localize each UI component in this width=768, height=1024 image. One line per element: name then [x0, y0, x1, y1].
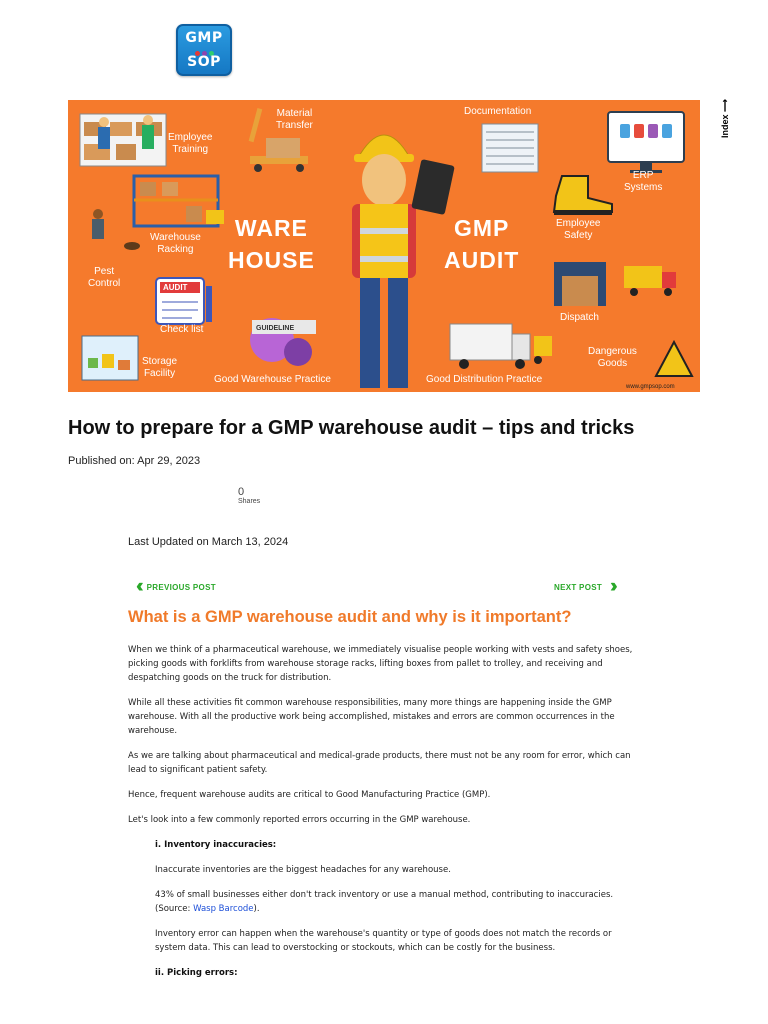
label-employee-training: Employee Training [168, 132, 213, 155]
article-body [128, 643, 640, 991]
label-storage-facility: Storage Facility [142, 356, 178, 379]
employee-training-illustration [80, 114, 166, 166]
safety-boot-illustration [554, 176, 612, 215]
headline-gmp-audit: GMP AUDIT [444, 215, 520, 273]
paragraph-with-source [128, 888, 640, 916]
index-tab-label: Index ⟶ [720, 99, 730, 138]
label-audit-tag: AUDIT [163, 283, 188, 292]
paragraph: Let's look into a few commonly reported errors occurring in the GMP warehouse. [128, 815, 471, 825]
source-text-end: ). [253, 904, 260, 914]
documentation-illustration [482, 124, 538, 172]
erp-monitor-illustration [608, 112, 684, 173]
headline-ware-house: WARE HOUSE [228, 215, 315, 273]
wasp-barcode-link[interactable]: Wasp Barcode [193, 904, 254, 914]
dispatch-illustration [554, 262, 676, 306]
hero-infographic [68, 100, 700, 392]
paragraph: When we think of a pharmaceutical warehouse, we immediately visualise people working with vests and safety shoes, picking goods with forklifts from warehouse storage racks, lifting boxes from pallet to trolley, and receiving and despatching goods on the truck for distribution. [128, 645, 633, 683]
label-guideline-tag: GUIDELINE [256, 325, 295, 332]
published-date: Published on: Apr 29, 2023 [68, 455, 201, 467]
label-documentation: Documentation [464, 106, 532, 117]
paragraph: Inventory error can happen when the warehouse's quantity or type of goods does not match the records or system data. This can lead to overstocking or stockouts, which can be costly for the business. [155, 929, 612, 953]
paragraph: As we are talking about pharmaceutical and medical-grade products, there must not be any room for error, which can lead to significant patient safety. [128, 751, 631, 775]
hero-watermark: www.gmpsop.com [626, 384, 675, 390]
label-dispatch: Dispatch [560, 312, 599, 323]
source-text: 43% of small businesses either don't track inventory or use a manual method, contributing to inaccuracies. (Source: [155, 890, 614, 914]
label-dangerous-goods: Dangerous Goods [588, 346, 637, 369]
label-good-warehouse-practice: Good Warehouse Practice [214, 374, 331, 385]
double-chevron-right-icon: ›› [610, 576, 613, 597]
label-pest-control: Pest Control [88, 266, 121, 289]
subheading-inventory: i. Inventory inaccuracies: [155, 840, 277, 850]
logo-text-sop: SOP [187, 54, 221, 70]
logo-text-gmp: GMP [185, 30, 223, 46]
paragraph: While all these activities fit common warehouse responsibilities, many more things are happening inside the GMP warehouse. With all the productive work being accomplished, mistakes and errors are common occurrences in the warehouse. [128, 698, 615, 736]
storage-facility-illustration [82, 336, 138, 380]
page-title: How to prepare for a GMP warehouse audit – tips and tricks [68, 417, 635, 439]
shares-label: Shares [238, 498, 261, 505]
label-warehouse-racking: Warehouse Racking [150, 232, 201, 255]
warehouse-racking-illustration [134, 176, 224, 226]
distribution-truck-illustration [450, 324, 552, 369]
label-erp-systems: ERP Systems [624, 170, 663, 193]
next-post-link[interactable] [554, 576, 613, 597]
paragraph: Hence, frequent warehouse audits are critical to Good Manufacturing Practice (GMP). [128, 790, 491, 800]
double-chevron-left-icon: ‹‹ [136, 576, 139, 597]
index-side-tab[interactable] [720, 99, 736, 148]
label-material-transfer: Material Transfer [276, 108, 313, 131]
label-employee-safety: Employee Safety [556, 218, 601, 241]
shares-counter[interactable] [238, 486, 260, 505]
label-good-distribution-practice: Good Distribution Practice [426, 374, 543, 385]
last-updated: Last Updated on March 13, 2024 [128, 536, 289, 548]
section-heading: What is a GMP warehouse audit and why is it important? [128, 608, 572, 626]
hazard-sign-illustration [656, 342, 692, 376]
paragraph: Inaccurate inventories are the biggest headaches for any warehouse. [155, 865, 451, 875]
subheading-picking: ii. Picking errors: [155, 968, 238, 978]
worker-figure [352, 135, 455, 388]
label-check-list: Check list [160, 324, 204, 335]
next-post-label: NEXT POST [554, 582, 603, 592]
shares-count: 0 [238, 486, 245, 498]
gmpsop-logo[interactable] [176, 24, 232, 76]
previous-post-label: PREVIOUS POST [146, 582, 216, 592]
previous-post-link[interactable] [136, 576, 216, 597]
